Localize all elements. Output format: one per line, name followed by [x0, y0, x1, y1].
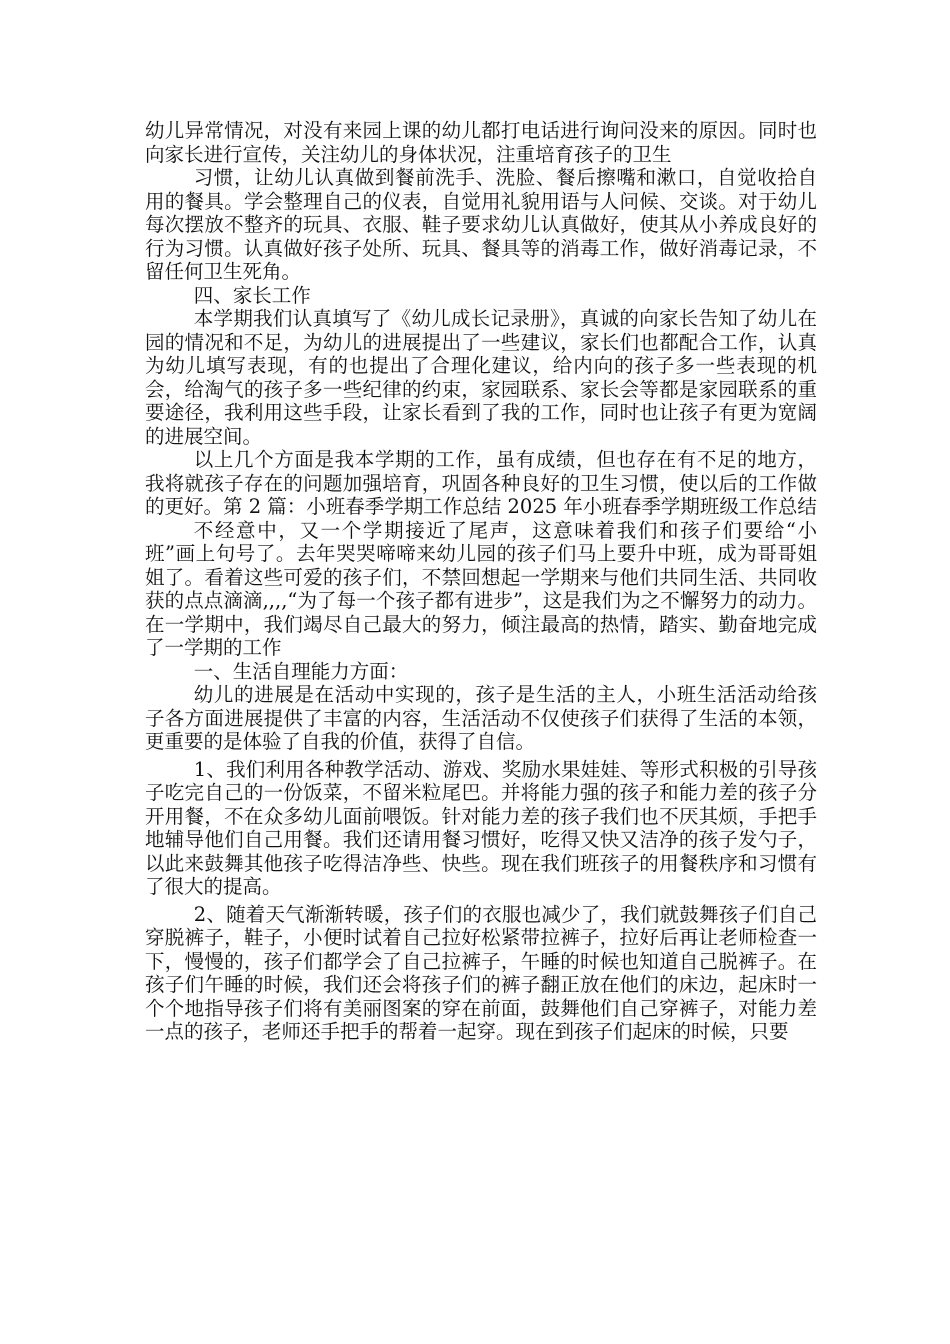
section-heading-self-care: 一、生活自理能力方面：: [193, 659, 409, 683]
paragraph-summary: 以上几个方面是我本学期的工作，虽有成绩，但也存在有不足的地方，我将就孩子存在的问题加强培育，巩固各种良好的卫生习惯，使以后的工作做的更好。第 2 篇：小班春季学期工作总结 2025 年小班春季学期班级工作总结: [145, 448, 817, 518]
paragraph-development: 幼儿的进展是在活动中实现的，孩子是生活的主人，小班生活活动给孩子各方面进展提供了丰富的内容，生活活动不仅使孩子们获得了生活的本领，更重要的是体验了自我的价值，获得了自信。: [145, 683, 817, 753]
paragraph-continued: 幼儿异常情况，对没有来园上课的幼儿都打电话进行询问没来的原因。同时也向家长进行宣传，关注幼儿的身体状况，注重培育孩子的卫生: [145, 119, 817, 166]
section-heading-parent-work: 四、家长工作: [193, 283, 311, 307]
paragraph-dressing: 2、随着天气渐渐转暖，孩子们的衣服也减少了，我们就鼓舞孩子们自己穿脱裤子，鞋子，小便时试着自己拉好松紧带拉裤子，拉好后再让老师检查一下，慢慢的，孩子们都学会了自己拉裤子，午睡的时候也知道自己脱裤子。在孩子们午睡的时候，我们还会将孩子们的裤子翻正放在他们的床边，起床时一个个地指导孩子们将有美丽图案的穿在前面，鼓舞他们自己穿裤子，对能力差一点的孩子，老师还手把手的帮着一起穿。现在到孩子们起床的时候，只要: [145, 902, 817, 1043]
document-page: [145, 119, 817, 1044]
paragraph-growth-record: 本学期我们认真填写了《幼儿成长记录册》，真诚的向家长告知了幼儿在园的情况和不足，为幼儿的进展提出了一些建议，家长们也都配合工作，认真为幼儿填写表现，有的也提出了合理化建议，给内向的孩子多一些表现的机会，给淘气的孩子多一些纪律的约束，家园联系、家长会等都是家园联系的重要途径，我利用这些手段，让家长看到了我的工作，同时也让孩子有更为宽阔的进展空间。: [145, 307, 817, 448]
paragraph-meal-habits: 1、我们利用各种教学活动、游戏、奖励水果娃娃、等形式积极的引导孩子吃完自己的一份饭菜，不留米粒尾巴。并将能力强的孩子和能力差的孩子分开用餐，不在众多幼儿面前喂饭。针对能力差的孩子我们也不厌其烦，手把手地辅导他们自己用餐。我们还请用餐习惯好，吃得又快又洁净的孩子发勺子，以此来鼓舞其他孩子吃得洁净些、快些。现在我们班孩子的用餐秩序和习惯有了很大的提高。: [145, 757, 817, 898]
paragraph-hygiene-habits: 习惯，让幼儿认真做到餐前洗手、洗脸、餐后擦嘴和漱口，自觉收拾自用的餐具。学会整理自己的仪表，自觉用礼貌用语与人问候、交谈。对于幼儿每次摆放不整齐的玩具、衣服、鞋子要求幼儿认真做好，使其从小养成良好的行为习惯。认真做好孩子处所、玩具、餐具等的消毒工作，做好消毒记录，不留任何卫生死角。: [145, 166, 817, 283]
paragraph-semester-intro: 不经意中，又一个学期接近了尾声，这意味着我们和孩子们要给“小班”画上句号了。去年哭哭啼啼来幼儿园的孩子们马上要升中班，成为哥哥姐姐了。看着这些可爱的孩子们，不禁回想起一学期来与他们共同生活、共同收获的点点滴滴,,,,“为了每一个孩子都有进步”，这是我们为之不懈努力的动力。在一学期中，我们竭尽自己最大的努力，倾注最高的热情，踏实、勤奋地完成了一学期的工作: [145, 518, 817, 659]
